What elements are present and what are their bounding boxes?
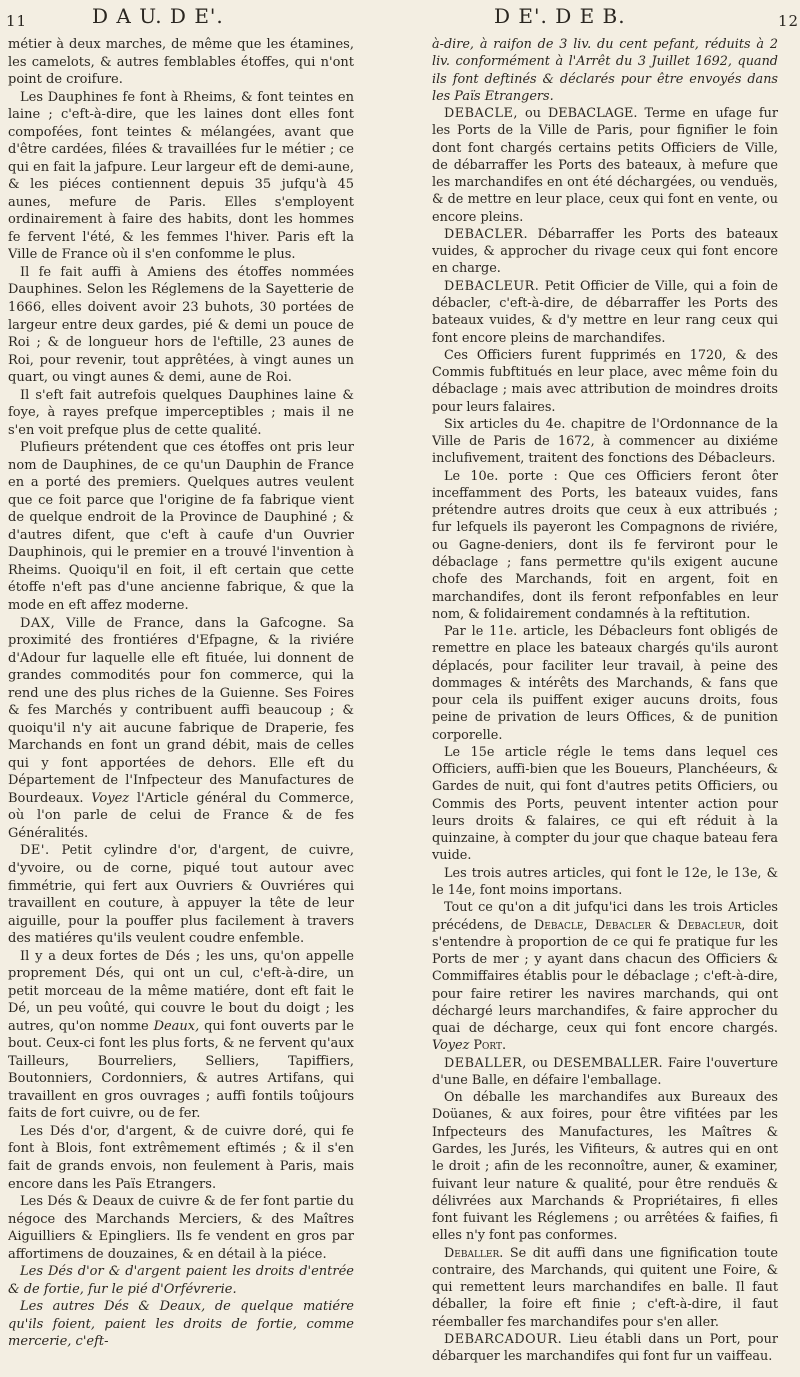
right-column bbox=[432, 36, 778, 1366]
entry-text: ou DESEMBALLER. Faire l'ouverture d'une Balle, en défaire l'emballage. bbox=[432, 1055, 778, 1088]
right-running-head: D E'. D E B. bbox=[494, 4, 626, 28]
left-page-number: 11 bbox=[6, 12, 28, 30]
paragraph: Les trois autres articles, qui font le 12e, le 13e, & le 14e, font moins importans. bbox=[432, 865, 778, 899]
entry-de bbox=[8, 842, 354, 947]
paragraph-italic: Les autres Dés & Deaux, de quelque matiére qu'ils foient, paient les droits de fortie, comme mercerie, c'eft- bbox=[8, 1299, 354, 1350]
entry-debarcadour bbox=[432, 1331, 778, 1366]
paragraph: Les Dés & Deaux de cuivre & de fer font partie du négoce des Marchands Merciers, & des Maîtres Aiguilliers & Epingliers. Ils fe vendent en gros par affortimens de douzaines, & en détail à la piéce. bbox=[8, 1194, 354, 1262]
paragraph: Six articles du 4e. chapitre de l'Ordonnance de la Ville de Paris de 1672, à commencer au dixiéme inclufivement, traitent des fonctions des Débacleurs. bbox=[432, 416, 778, 467]
entry-text: Petit Officier de Ville, qui a foin de débacler, c'eft-à-dire, de débarraffer les Ports des bateaux vuides, & d'y mettre en leur rang ceux qui font encore pleins de marchandifes. bbox=[432, 278, 778, 346]
small-caps-terms: Debacle, Debacler & Debacleur, bbox=[526, 917, 746, 933]
paragraph: métier à deux marches, de même que les étamines, les camelots, & autres femblables étoffes, qui n'ont point de croifure. bbox=[8, 37, 354, 88]
voyez-reference: Voyez bbox=[432, 1038, 470, 1054]
paragraph-text: doit s'entendre à proportion de ce qui fe pratique fur les Ports de mer ; y ayant dans chacun des Officiers & Commiffaires établis pour le débaclage ; c'eft-à-dire, pour faire retirer les navires marchands, qui ont déchargé leurs marchandifes, & faire approcher du quai de décharge, ceux qui font encore chargés. bbox=[432, 917, 778, 1037]
italic-term: Deaux, bbox=[148, 1018, 200, 1034]
paragraph: Par le 11e. article, les Débacleurs font obligés de remettre en place les bateaux chargés qu'ils auront déplacés, pour faciliter leur travail, à peine des dommages & intérêts des Marchands, & fans que pour cela ils puiffent exiger aucuns droits, fous peine de privation de leurs Offices, & de punition corporelle. bbox=[432, 624, 778, 743]
paragraph: Plufieurs prétendent que ces étoffes ont pris leur nom de Dauphines, de ce qu'un Dauphin de France en a porté des premiers. Quelques autres veulent que ce foit parce que l'origine de fa fabrique vient de quelque endroit de la Province de Dauphiné ; & d'autres difent, que c'eft à caufe d'un Ouvrier Dauphinois, qui le premier en a trouvé l'invention à Rheims. Quoiqu'il en foit, il eft certain que cette étoffe n'eft pas d'une ancienne fabrique, & que la mode en eft affez moderne. bbox=[8, 440, 354, 613]
paragraph bbox=[432, 899, 778, 1054]
entry-headword: DEBALLER, bbox=[444, 1055, 527, 1071]
paragraph: On déballe les marchandifes aux Bureaux des Doüanes, & aux foires, pour être vifitées par les Infpecteurs des Manufactures, les Maîtres & Gardes, les Jurés, les Vifiteurs, & autres qui en ont le droit ; afin de les reconnoître, auner, & examiner, fuivant leur nature & qualité, pour être renduës & délivrées aux Marchands & Propriétaires, fi elles font fuivant les Réglemens ; ou arrêtées & faifies, fi elles n'y font pas conformes. bbox=[432, 1090, 778, 1244]
entry-text: ou DEBACLAGE. Terme en ufage fur les Ports de la Ville de Paris, pour fignifier le foin dont font chargés certains petits Officiers de Ville, de débarraffer les Ports des bateaux, à mefure que les marchandifes en ont été déchargées, ou venduës, & de mettre en leur place, ceux qui font en vente, ou encore pleins. bbox=[432, 106, 778, 225]
entry-debacle bbox=[432, 105, 778, 226]
entry-text: l'Article général du Commerce, où l'on parle de celui de France & de fes Généralités. bbox=[8, 790, 354, 841]
entry-headword: DEBACLE, bbox=[444, 106, 518, 122]
left-column bbox=[8, 36, 354, 1366]
paragraph: Le 10e. porte : Que ces Officiers feront ôter inceffamment des Ports, les bateaux vuides, fans prétendre autres droits que ceux à eux attribués ; fur lefquels ils payeront les Compagnons de riviére, ou Gagne-deniers, dont ils fe ferviront pour le débaclage ; fans permettre qu'ils exigent aucune chofe des Marchands, foit en argent, foit en marchandifes, dont ils feront refponfables en leur nom, & folidairement condamnés à la reftitution. bbox=[432, 468, 778, 622]
paragraph: Les Dauphines fe font à Rheims, & font teintes en laine ; c'eft-à-dire, que les laines dont elles font compofées, font teintes & mélangées, avant que d'être cardées, filées & travaillées fur le métier ; ce qui en fait la jafpure. Leur largeur eft de demi-aune, & les piéces contiennent depuis 35 jufqu'à 45 aunes, mefure de Paris. Elles s'employent ordinairement à faire des habits, dont les hommes fe fervent l'été, & les femmes l'hiver. Paris eft la Ville de France où il s'en confomme le plus. bbox=[8, 89, 354, 263]
paragraph-italic: Les Dés d'or & d'argent paient les droits d'entrée & de fortie, fur le pié d'Orfévrerie. bbox=[8, 1264, 354, 1297]
paragraph: Le 15e article régle le tems dans lequel ces Officiers, auffi-bien que les Boueurs, Planchéeurs, & Gardes de nuit, qui font d'autres petits Officiers, ou Commis des Ports, peuvent intenter action pour leurs droits & falaires, ce qui eft réduit à la quinzaine, à compter du jour que chaque bateau fera vuide. bbox=[432, 744, 778, 864]
paragraph-text: qui font ouverts par le bout. Ceux-ci font les plus forts, & ne fervent qu'aux Tailleurs, Bourreliers, Selliers, Tapiffiers, Boutonniers, Cordonniers, & autres Artifans, qui travaillent en gros ouvrages ; auffi fontils toûjours faits de fort cuivre, ou de fer. bbox=[8, 1018, 354, 1122]
entry-text: Lieu établi dans un Port, pour débarquer les marchandifes qui font fur un vaiffeau. bbox=[432, 1331, 778, 1365]
entry-deballer-2 bbox=[432, 1245, 778, 1331]
paragraph: Les Dés d'or, d'argent, & de cuivre doré, qui fe font à Blois, font extrêmement eftimés ; & il s'en fait de grands envois, non feulement à Paris, mais encore dans les Païs Etrangers. bbox=[8, 1123, 354, 1192]
running-header bbox=[0, 0, 800, 40]
entry-text: Ville de France, dans la Gafcogne. Sa proximité des frontiéres d'Efpagne, & la riviére d'Adour fur laquelle elle eft fituée, lui donnent de grandes commodités pour fon commerce, qui la rend une des plus riches de la Guienne. Ses Foires & fes Marchés y contribuent auffi beaucoup ; & quoiqu'il n'y ait aucune fabrique de Draperie, fes Marchands en font un grand débit, mais de celles qui y font apportées de dehors. Elle eft du Département de l'Infpecteur des Manufactures de Bourdeaux. bbox=[8, 615, 354, 806]
paragraph bbox=[8, 948, 354, 1123]
voyez-reference: Voyez bbox=[83, 790, 130, 806]
entry-text: Se dit auffi dans une fignification toute contraire, des Marchands, qui quitent une Foire, & qui remettent leurs marchandifes en balle. Il faut déballer, la foire eft finie ; c'eft-à-dire, il faut réemballer fes marchandifes pour s'en aller. bbox=[432, 1245, 778, 1330]
entry-dax bbox=[8, 615, 354, 843]
paragraph-text: Tout ce qu'on a dit jufqu'ici dans les trois Articles précédens, de bbox=[432, 900, 778, 933]
entry-headword: DEBARCADOUR. bbox=[444, 1331, 563, 1347]
entry-headword: DEBACLER. bbox=[444, 226, 529, 242]
entry-headword: Deballer. bbox=[444, 1245, 504, 1261]
left-running-head: D A U. D E'. bbox=[92, 4, 224, 28]
paragraph: Ces Officiers furent fupprimés en 1720, & des Commis fubftitués en leur place, avec même foin du débaclage ; mais avec attribution de moindres droits pour leurs falaires. bbox=[432, 347, 778, 415]
entry-headword: DAX, bbox=[20, 615, 56, 631]
paragraph-italic: à-dire, à raifon de 3 liv. du cent pefant, réduits à 2 liv. conformément à l'Arrêt du 3 Juillet 1692, quand ils font deftinés & déclarés pour être envoyés dans les Païs Etrangers. bbox=[432, 37, 778, 104]
entry-debacler bbox=[432, 226, 778, 278]
entry-headword: DEBACLEUR. bbox=[444, 278, 540, 294]
entry-headword: DE'. bbox=[20, 843, 50, 859]
entry-text: Débarraffer les Ports des bateaux vuides, & approcher du rivage ceux qui font encore en charge. bbox=[432, 226, 778, 277]
entry-debacleur bbox=[432, 278, 778, 347]
paragraph: Il fe fait auffi à Amiens des étoffes nommées Dauphines. Selon les Réglemens de la Sayetterie de 1666, elles doivent avoir 23 buhots, 30 portées de largeur entre deux gardes, pié & demi un pouce de Roi ; & de longueur hors de l'eftille, 23 aunes de Roi, pour revenir, tout apprêtées, à vingt aunes un quart, ou vingt aunes & demi, aune de Roi. bbox=[8, 264, 354, 386]
cross-reference: Port. bbox=[469, 1038, 507, 1054]
right-page-number: 12 bbox=[778, 12, 800, 30]
entry-deballer bbox=[432, 1055, 778, 1090]
paragraph-text: Il y a deux fortes de Dés ; les uns, qu'on appelle proprement Dés, qui ont un cul, c'eft-à-dire, un petit morceau de la même matiére, dont eft fait le Dé, un peu voûté, qui couvre le bout du doigt ; les autres, qu'on nomme bbox=[8, 948, 354, 1034]
paragraph: Il s'eft fait autrefois quelques Dauphines laine & foye, à rayes prefque imperceptibles ; mais il ne s'en voit prefque plus de cette qualité. bbox=[8, 387, 354, 438]
entry-text: Petit cylindre d'or, d'argent, de cuivre, d'yvoire, ou de corne, piqué tout autour avec fimmétrie, qui fert aux Ouvriers & Ouvriéres qui travaillent en couture, à appuyer la tête de leur aiguille, pour la pouffer plus facilement à travers des matiéres qu'ils veulent coudre enfemble. bbox=[8, 843, 354, 947]
